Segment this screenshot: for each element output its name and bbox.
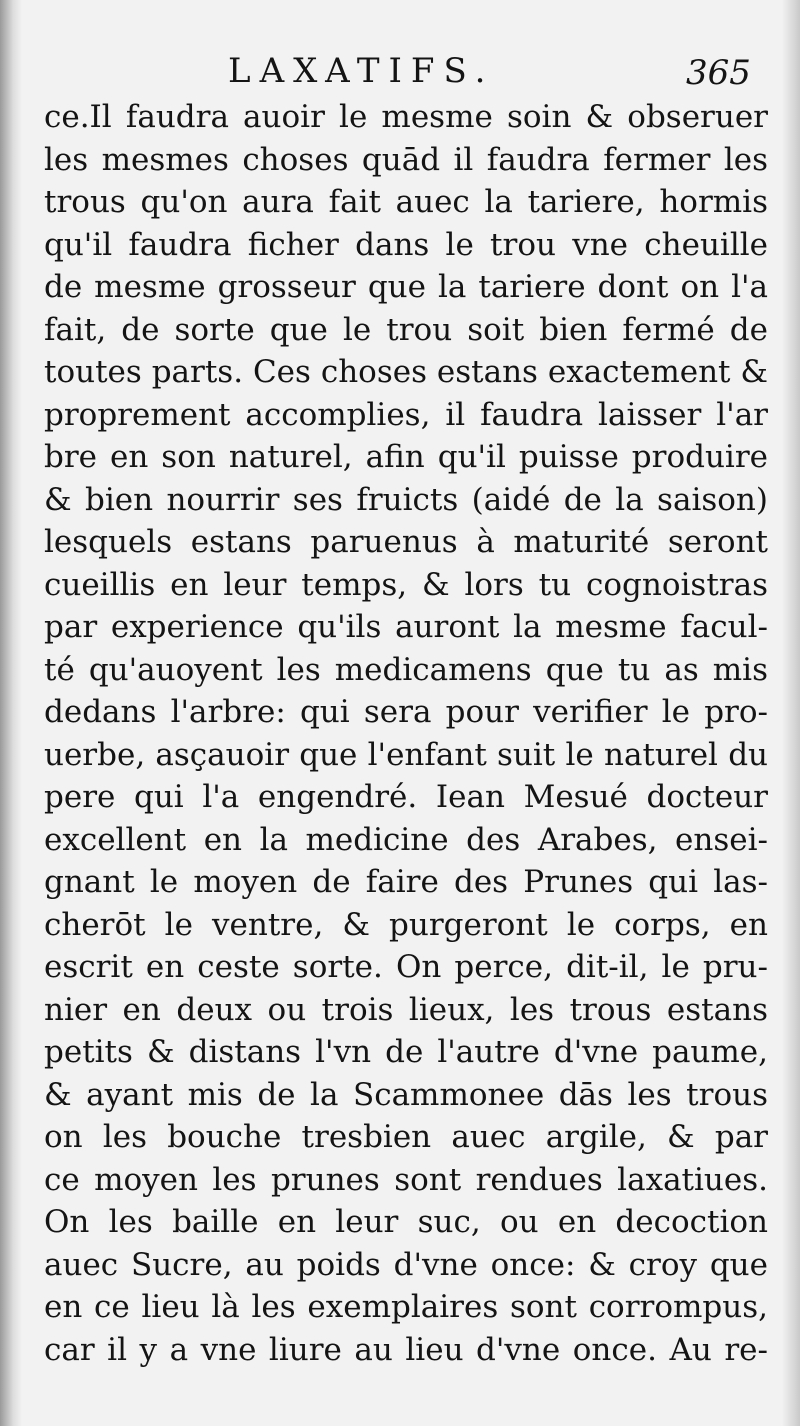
text-line: trous qu'on aura fait auec la tariere, hormis <box>44 184 768 220</box>
text-line: ce.Il faudra auoir le mesme soin & obseruer <box>44 99 768 135</box>
page-header <box>0 46 800 96</box>
text-line: en ce lieu là les exemplaires sont corrompus, <box>44 1289 768 1325</box>
running-head: LAXATIFS. <box>228 51 495 91</box>
text-line: toutes parts. Ces choses estans exactement & <box>44 354 768 390</box>
gutter-shadow <box>0 0 22 1426</box>
text-line: bre en son naturel, afin qu'il puisse produire <box>44 439 768 475</box>
text-line: & bien nourrir ses fruicts (aidé de la saison) <box>44 481 768 518</box>
text-line: pere qui l'a engendré. Iean Mesué docteur <box>44 779 768 815</box>
text-line: On les baille en leur suc, ou en decoction <box>44 1204 768 1240</box>
text-line: lesquels estans paruenus à maturité seront <box>44 524 768 560</box>
text-line: & ayant mis de la Scammonee dās les trous <box>44 1076 768 1113</box>
text-line: cherōt le ventre, & purgeront le corps, en <box>44 906 768 943</box>
text-line: escrit en ceste sorte. On perce, dit-il, le pru- <box>44 949 768 985</box>
text-line: proprement accomplies, il faudra laisser l'ar <box>44 396 768 433</box>
text-line: petits & distans l'vn de l'autre d'vne paume, <box>44 1034 768 1070</box>
text-line: té qu'auoyent les medicamens que tu as mis <box>44 651 768 688</box>
text-line: de mesme grosseur que la tariere dont on l'a <box>44 269 768 305</box>
text-line: les mesmes choses quād il faudra fermer les <box>44 141 768 178</box>
text-line: auec Sucre, au poids d'vne once: & croy que <box>44 1246 768 1283</box>
text-line: uerbe, asçauoir que l'enfant suit le naturel du <box>44 736 768 773</box>
text-line: dedans l'arbre: qui sera pour verifier le pro- <box>44 694 768 730</box>
page-edge <box>782 0 800 1426</box>
text-line: qu'il faudra ficher dans le trou vne cheuille <box>44 226 768 263</box>
text-line: on les bouche tresbien auec argile, & par <box>44 1119 768 1155</box>
text-line: excellent en la medicine des Arabes, ensei- <box>44 821 768 858</box>
text-line: nier en deux ou trois lieux, les trous estans <box>44 991 768 1028</box>
body-text <box>44 96 768 1371</box>
text-line: fait, de sorte que le trou soit bien fermé de <box>44 311 768 348</box>
text-line: car il y a vne liure au lieu d'vne once. Au re- <box>44 1331 768 1368</box>
text-line: cueillis en leur temps, & lors tu cognoistras <box>44 566 768 603</box>
text-line: ce moyen les prunes sont rendues laxatiues. <box>44 1161 768 1198</box>
text-line: gnant le moyen de faire des Prunes qui las- <box>44 864 768 900</box>
page-number: 365 <box>686 53 751 93</box>
text-line: par experience qu'ils auront la mesme facul- <box>44 609 768 645</box>
